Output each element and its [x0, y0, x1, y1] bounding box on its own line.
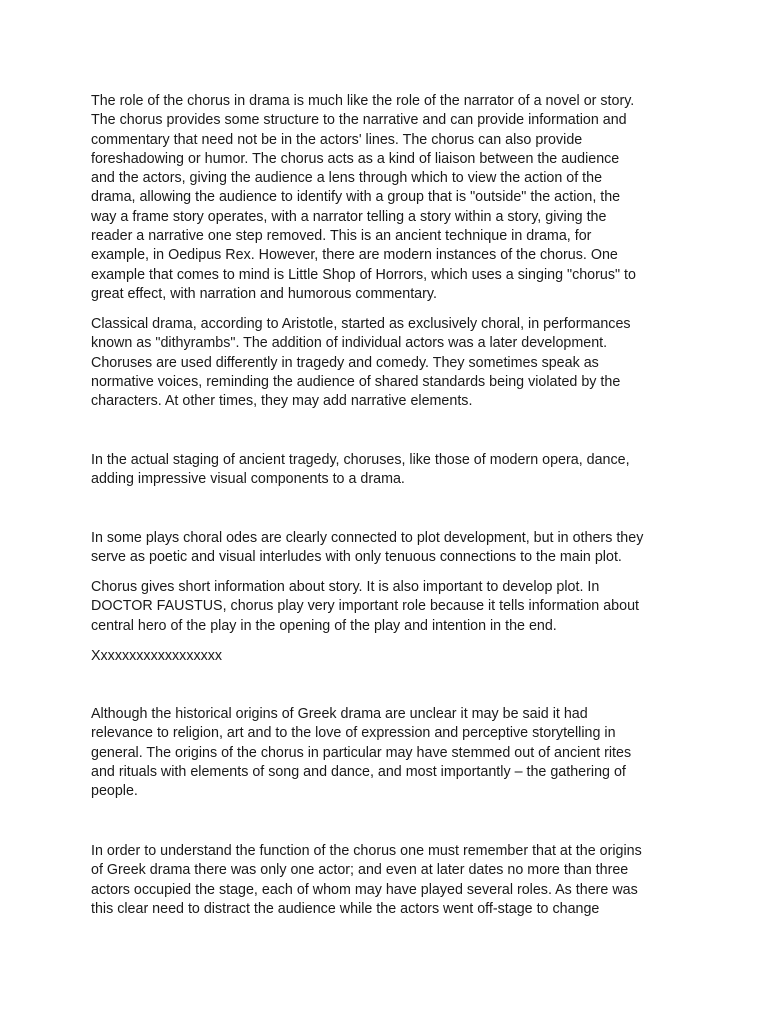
paragraph-historical-origins: Although the historical origins of Greek drama are unclear it may be said it had relevance to religion, art and to the love of expression and perceptive storytelling in general. The origins of the chorus in particular may have stemmed out of ancient rites and rituals with elements of song and dance, and most importantly – the gathering of people. — [91, 706, 632, 800]
paragraph-ancient-staging: In the actual staging of ancient tragedy, choruses, like those of modern opera, dance, adding impressive visual components to a drama. — [91, 452, 630, 488]
paragraph-chorus-role: The role of the chorus in drama is much like the role of the narrator of a novel or story. The chorus provides some structure to the narrative and can provide information and commentary that need not be in the actors' lines. The chorus can also provide foreshadowing or humor. The chorus acts as a kind of liaison between the audience and the actors, giving the audience a lens through which to view the action of the drama, allowing the audience to identify with a group that is "outside" the action, the way a frame story operates, with a narrator telling a story within a story, giving the reader a narrative one step removed. This is an ancient technique in drama, for example, in Oedipus Rex. However, there are modern instances of the chorus. One example that comes to mind is Little Shop of Horrors, which uses a singing "chorus" to great effect, with narration and humorous commentary. — [91, 93, 636, 302]
paragraph-classical-drama: Classical drama, according to Aristotle, started as exclusively choral, in performances known as "dithyrambs". The addition of individual actors was a later development. Choruses are used differently in tragedy and comedy. They sometimes speak as normative voices, reminding the audience of shared standards being violated by the characters. At other times, they may add narrative elements. — [91, 316, 631, 410]
paragraph-doctor-faustus: Chorus gives short information about story. It is also important to develop plot. In DOCTOR FAUSTUS, chorus play very important role because it tells information about central hero of the play in the opening of the play and intention in the end. — [91, 579, 640, 634]
paragraph-chorus-function: In order to understand the function of the chorus one must remember that at the origins of Greek drama there was only one actor; and even at later dates no more than three actors occupied the stage, each of whom may have played several roles. As there was this clear need to distract the audience while the actors went off-stage to change — [91, 843, 642, 917]
paragraph-separator: Xxxxxxxxxxxxxxxxxx — [91, 648, 223, 664]
paragraph-choral-odes: In some plays choral odes are clearly connected to plot development, but in others they serve as poetic and visual interludes with only tenuous connections to the main plot. — [91, 530, 644, 566]
